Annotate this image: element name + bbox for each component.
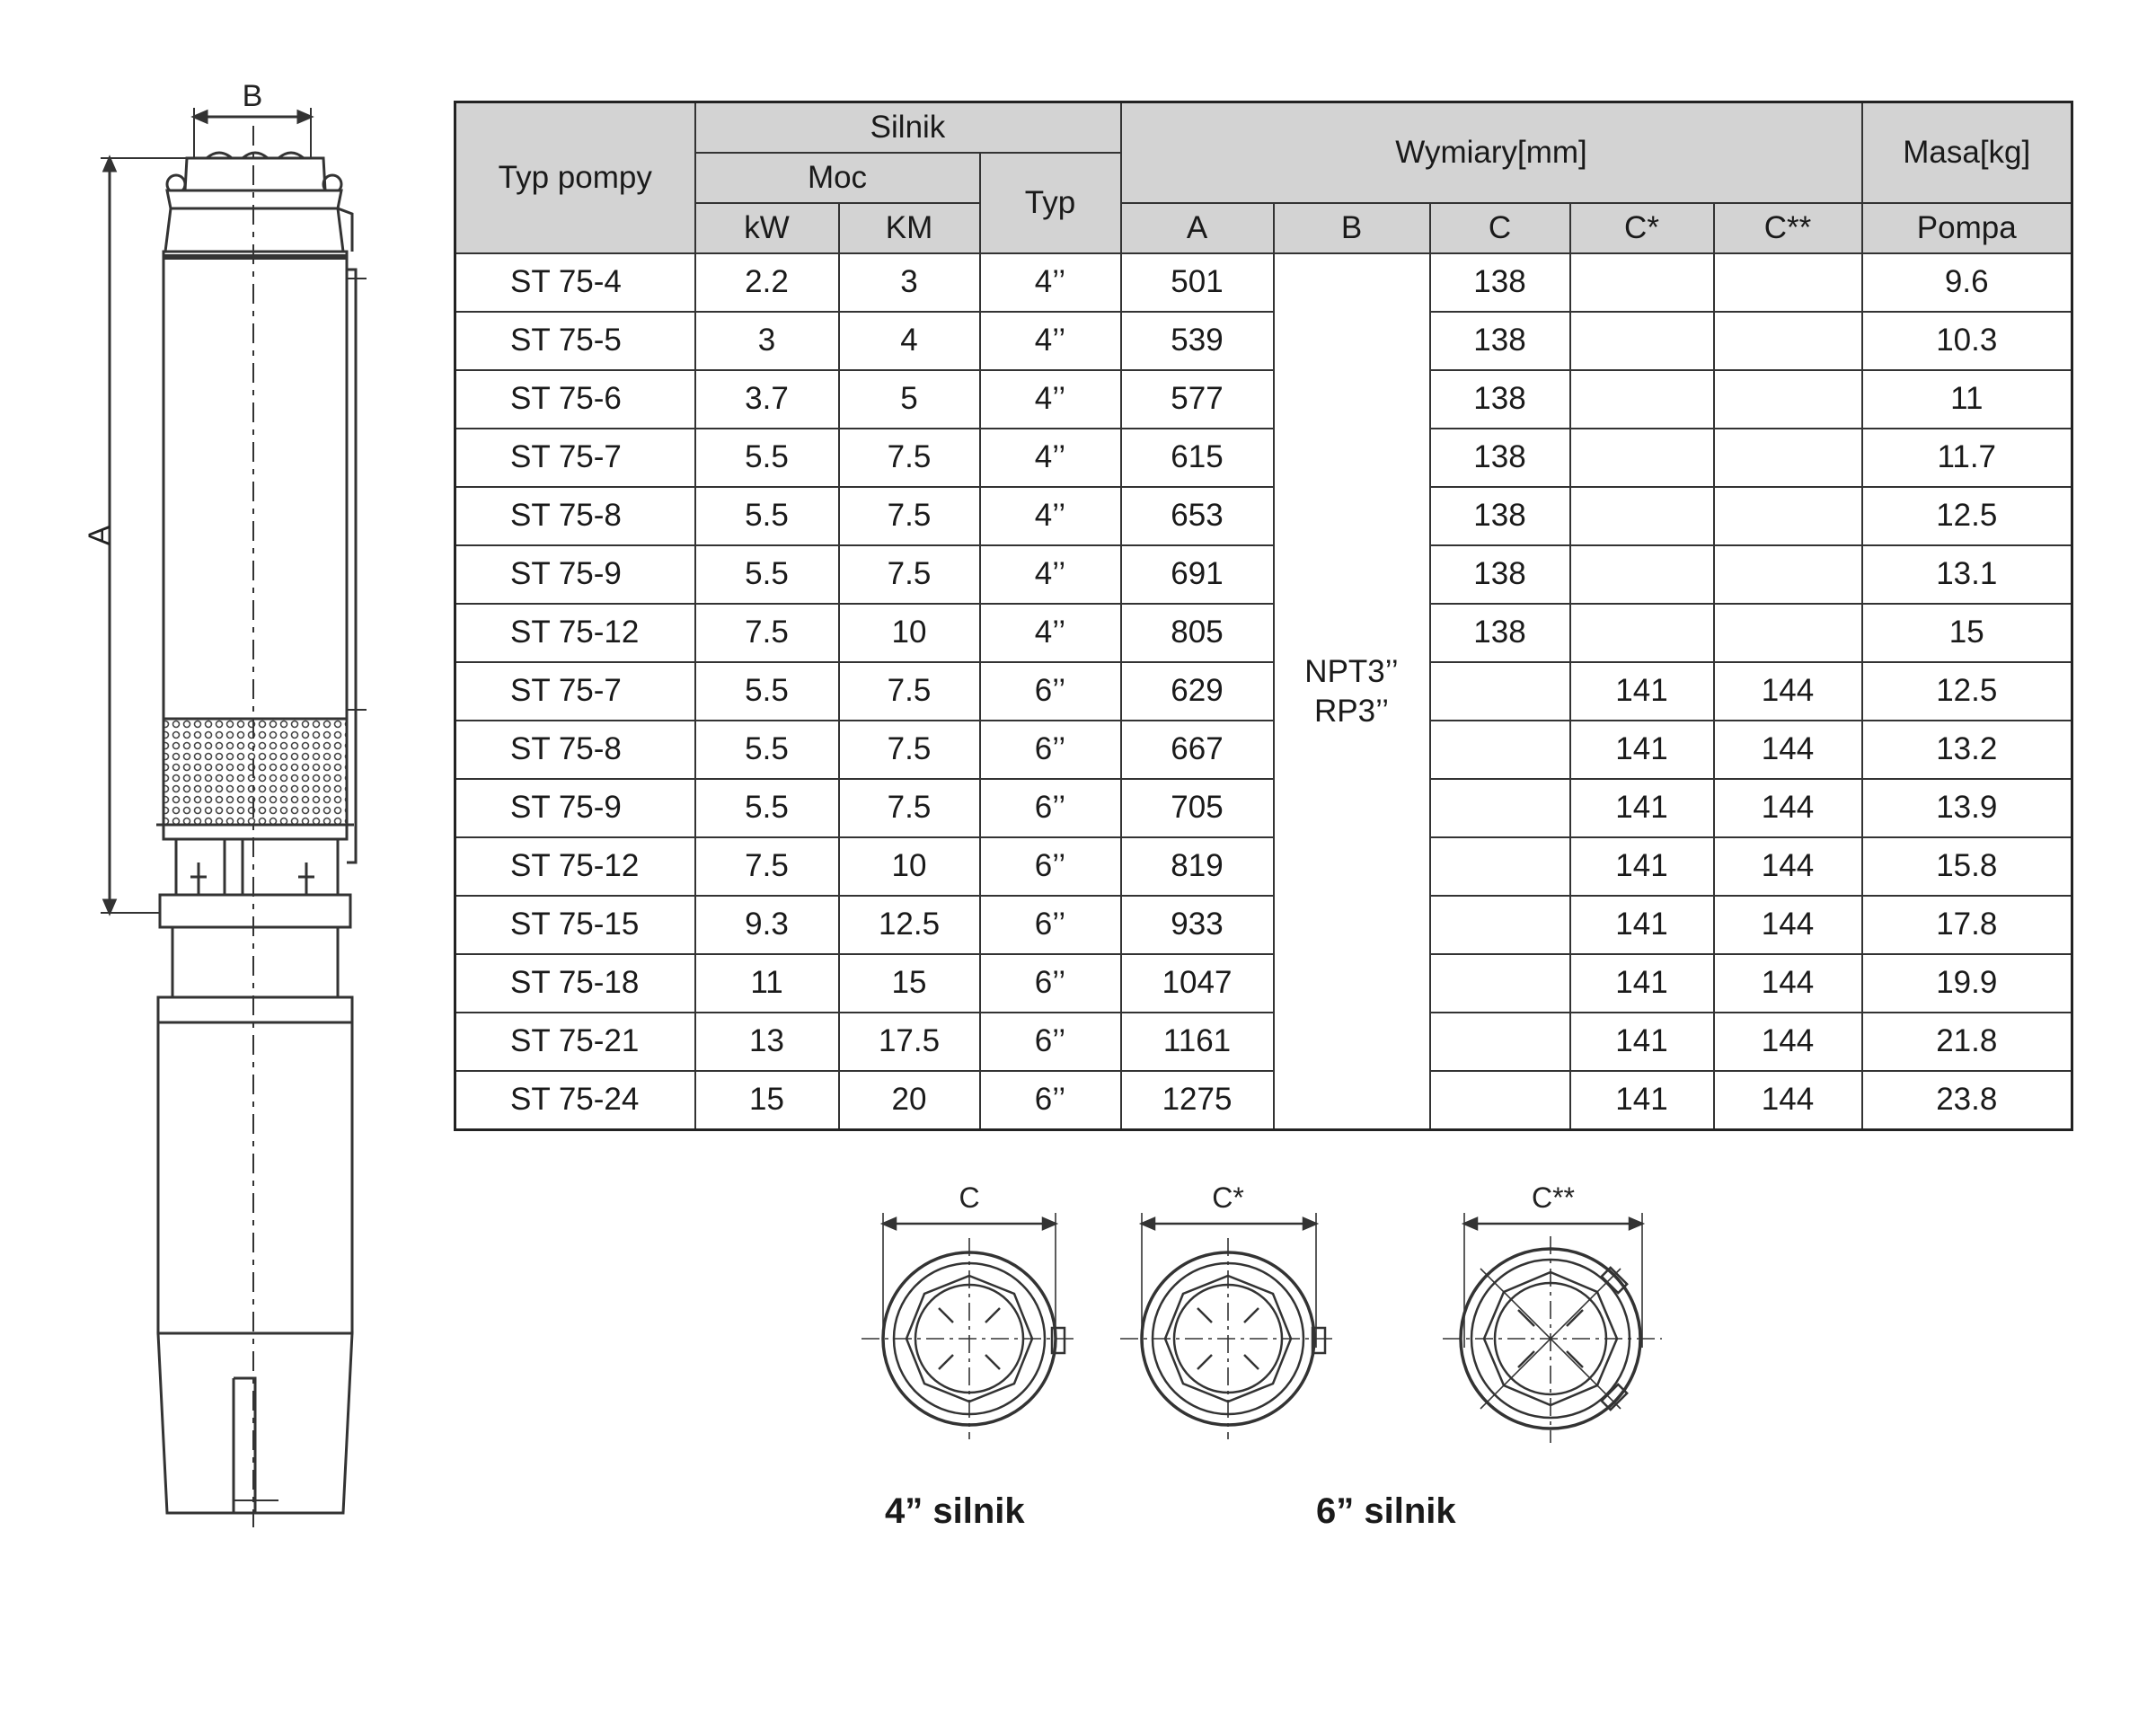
cell-power-kw: 3.7 (695, 370, 839, 429)
cell-pump-type: ST 75-18 (455, 954, 695, 1013)
header-mass: Masa[kg] (1862, 102, 2072, 204)
view-label-c-double-star: C** (1531, 1181, 1576, 1214)
cell-dim-c-double-star: 144 (1714, 1071, 1862, 1130)
cell-dim-c-double-star: 144 (1714, 779, 1862, 837)
cell-dim-c-star (1570, 604, 1714, 662)
cell-pump-type: ST 75-6 (455, 370, 695, 429)
cell-dim-a: 1275 (1121, 1071, 1274, 1130)
cell-dim-c-double-star: 144 (1714, 662, 1862, 721)
header-dimensions: Wymiary[mm] (1121, 102, 1862, 204)
pump-specification-table (454, 101, 2073, 1131)
cell-dim-a: 705 (1121, 779, 1274, 837)
cell-dim-c-star (1570, 253, 1714, 312)
cell-dim-a: 933 (1121, 896, 1274, 954)
cell-motor-type: 4’’ (980, 312, 1121, 370)
cell-power-kw: 5.5 (695, 429, 839, 487)
cell-pump-mass: 21.8 (1862, 1013, 2072, 1071)
cell-motor-type: 4’’ (980, 604, 1121, 662)
cell-pump-type: ST 75-8 (455, 487, 695, 545)
cell-dim-a: 539 (1121, 312, 1274, 370)
header-power: Moc (695, 153, 980, 203)
cell-dim-c (1430, 662, 1570, 721)
cell-pump-mass: 15.8 (1862, 837, 2072, 896)
cell-dim-c (1430, 779, 1570, 837)
cell-dim-a: 577 (1121, 370, 1274, 429)
cell-dim-a: 819 (1121, 837, 1274, 896)
cell-motor-type: 4’’ (980, 487, 1121, 545)
cell-pump-mass: 11 (1862, 370, 2072, 429)
table-body (455, 253, 2072, 1130)
cell-power-kw: 5.5 (695, 721, 839, 779)
thread-label: NPT3’’ (1304, 653, 1399, 689)
cell-dim-c-star: 141 (1570, 662, 1714, 721)
cell-dim-c-star (1570, 545, 1714, 604)
cell-dim-c-double-star (1714, 545, 1862, 604)
cell-dim-c-star: 141 (1570, 896, 1714, 954)
caption-4-inch-motor: 4” silnik (885, 1491, 1025, 1531)
cell-pump-mass: 9.6 (1862, 253, 2072, 312)
cell-power-kw: 9.3 (695, 896, 839, 954)
cell-dim-c-star: 141 (1570, 779, 1714, 837)
table-row (455, 896, 2072, 954)
cell-power-km: 15 (839, 954, 980, 1013)
cell-pump-mass: 12.5 (1862, 662, 2072, 721)
cell-motor-type: 4’’ (980, 429, 1121, 487)
cell-dim-b-thread (1274, 253, 1430, 1130)
cell-dim-c-star: 141 (1570, 1071, 1714, 1130)
table-row (455, 1071, 2072, 1130)
cell-dim-c (1430, 721, 1570, 779)
motor-cross-section-views (840, 1168, 1675, 1464)
pump-side-drawing (63, 72, 395, 1545)
cell-power-km: 20 (839, 1071, 980, 1130)
table-row (455, 662, 2072, 721)
cell-power-kw: 5.5 (695, 487, 839, 545)
cell-pump-mass: 12.5 (1862, 487, 2072, 545)
cell-dim-c-star (1570, 370, 1714, 429)
cell-motor-type: 6’’ (980, 1071, 1121, 1130)
cell-dim-c: 138 (1430, 253, 1570, 312)
cell-dim-c-double-star: 144 (1714, 721, 1862, 779)
table-row (455, 312, 2072, 370)
thread-label: RP3’’ (1313, 693, 1389, 729)
table-row (455, 1013, 2072, 1071)
table-row (455, 954, 2072, 1013)
cell-dim-c: 138 (1430, 604, 1570, 662)
cell-power-km: 7.5 (839, 779, 980, 837)
cell-power-kw: 5.5 (695, 545, 839, 604)
cell-power-km: 10 (839, 604, 980, 662)
header-km: KM (839, 203, 980, 253)
cell-dim-a: 691 (1121, 545, 1274, 604)
cell-pump-mass: 19.9 (1862, 954, 2072, 1013)
table-row (455, 779, 2072, 837)
table-row (455, 253, 2072, 312)
table-row (455, 721, 2072, 779)
cell-power-km: 5 (839, 370, 980, 429)
cell-dim-c: 138 (1430, 429, 1570, 487)
header-motor: Silnik (695, 102, 1121, 154)
cell-pump-type: ST 75-7 (455, 429, 695, 487)
cell-dim-c (1430, 1071, 1570, 1130)
dimension-label-b: B (242, 79, 263, 113)
cell-dim-c (1430, 837, 1570, 896)
header-kw: kW (695, 203, 839, 253)
dimension-label-a: A (83, 525, 117, 546)
cell-pump-mass: 23.8 (1862, 1071, 2072, 1130)
cell-dim-c (1430, 896, 1570, 954)
cell-pump-mass: 17.8 (1862, 896, 2072, 954)
header-pump-type: Typ pompy (455, 102, 695, 254)
header-dim-c: C (1430, 203, 1570, 253)
cell-dim-a: 501 (1121, 253, 1274, 312)
header-dim-a: A (1121, 203, 1274, 253)
cell-power-kw: 5.5 (695, 662, 839, 721)
cell-pump-type: ST 75-12 (455, 837, 695, 896)
header-dim-c-star: C* (1570, 203, 1714, 253)
cell-dim-c-double-star: 144 (1714, 1013, 1862, 1071)
caption-6-inch-motor: 6” silnik (1316, 1491, 1456, 1531)
table-row (455, 487, 2072, 545)
table-row (455, 429, 2072, 487)
cell-power-kw: 3 (695, 312, 839, 370)
view-label-c-star: C* (1212, 1181, 1244, 1214)
cell-dim-c-double-star (1714, 312, 1862, 370)
cell-motor-type: 6’’ (980, 954, 1121, 1013)
cell-pump-type: ST 75-4 (455, 253, 695, 312)
cell-pump-mass: 15 (1862, 604, 2072, 662)
cell-pump-type: ST 75-24 (455, 1071, 695, 1130)
cell-dim-c: 138 (1430, 312, 1570, 370)
cell-power-kw: 15 (695, 1071, 839, 1130)
cell-pump-type: ST 75-12 (455, 604, 695, 662)
cell-pump-mass: 10.3 (1862, 312, 2072, 370)
cell-dim-c-double-star: 144 (1714, 837, 1862, 896)
table-row (455, 545, 2072, 604)
cell-dim-c-double-star (1714, 487, 1862, 545)
cell-power-kw: 7.5 (695, 604, 839, 662)
cell-dim-c: 138 (1430, 487, 1570, 545)
cell-dim-a: 667 (1121, 721, 1274, 779)
cell-power-km: 3 (839, 253, 980, 312)
cell-motor-type: 6’’ (980, 662, 1121, 721)
cell-power-km: 7.5 (839, 487, 980, 545)
cell-dim-a: 615 (1121, 429, 1274, 487)
cell-motor-type: 6’’ (980, 721, 1121, 779)
header-dim-b: B (1274, 203, 1430, 253)
cell-dim-c-star: 141 (1570, 1013, 1714, 1071)
cell-dim-c: 138 (1430, 370, 1570, 429)
cell-dim-c-star: 141 (1570, 954, 1714, 1013)
cell-pump-type: ST 75-5 (455, 312, 695, 370)
cell-pump-type: ST 75-21 (455, 1013, 695, 1071)
cell-dim-c-double-star (1714, 253, 1862, 312)
cell-motor-type: 4’’ (980, 370, 1121, 429)
cell-dim-a: 653 (1121, 487, 1274, 545)
cell-dim-a: 1161 (1121, 1013, 1274, 1071)
header-dim-c-double-star: C** (1714, 203, 1862, 253)
view-label-c: C (959, 1181, 980, 1214)
table-row (455, 370, 2072, 429)
cell-dim-a: 629 (1121, 662, 1274, 721)
cell-pump-mass: 13.9 (1862, 779, 2072, 837)
cell-pump-type: ST 75-15 (455, 896, 695, 954)
cell-power-kw: 5.5 (695, 779, 839, 837)
cell-power-km: 7.5 (839, 662, 980, 721)
cell-power-km: 12.5 (839, 896, 980, 954)
cell-dim-c-double-star (1714, 370, 1862, 429)
table-row (455, 837, 2072, 896)
cell-motor-type: 6’’ (980, 779, 1121, 837)
cell-power-km: 10 (839, 837, 980, 896)
cell-dim-c-star: 141 (1570, 721, 1714, 779)
cell-pump-type: ST 75-8 (455, 721, 695, 779)
cell-dim-c (1430, 954, 1570, 1013)
cell-power-kw: 11 (695, 954, 839, 1013)
cell-pump-mass: 13.2 (1862, 721, 2072, 779)
cell-motor-type: 4’’ (980, 253, 1121, 312)
cell-dim-c-double-star: 144 (1714, 954, 1862, 1013)
header-motor-type: Typ (980, 153, 1121, 253)
cell-motor-type: 6’’ (980, 837, 1121, 896)
cell-power-km: 7.5 (839, 545, 980, 604)
cell-dim-c-star: 141 (1570, 837, 1714, 896)
cell-dim-c: 138 (1430, 545, 1570, 604)
cell-dim-c-star (1570, 312, 1714, 370)
cell-pump-type: ST 75-7 (455, 662, 695, 721)
cell-power-kw: 2.2 (695, 253, 839, 312)
cell-dim-a: 805 (1121, 604, 1274, 662)
table-row (455, 604, 2072, 662)
cell-dim-c-double-star: 144 (1714, 896, 1862, 954)
cell-motor-type: 6’’ (980, 896, 1121, 954)
header-pump-mass: Pompa (1862, 203, 2072, 253)
cell-power-km: 4 (839, 312, 980, 370)
cell-power-kw: 7.5 (695, 837, 839, 896)
cell-pump-mass: 13.1 (1862, 545, 2072, 604)
cell-power-km: 17.5 (839, 1013, 980, 1071)
cell-pump-mass: 11.7 (1862, 429, 2072, 487)
cell-dim-c-star (1570, 487, 1714, 545)
cell-motor-type: 4’’ (980, 545, 1121, 604)
cell-dim-c-double-star (1714, 429, 1862, 487)
cell-motor-type: 6’’ (980, 1013, 1121, 1071)
cell-dim-c-star (1570, 429, 1714, 487)
cell-pump-type: ST 75-9 (455, 545, 695, 604)
cell-dim-c (1430, 1013, 1570, 1071)
cell-pump-type: ST 75-9 (455, 779, 695, 837)
cell-power-kw: 13 (695, 1013, 839, 1071)
cell-power-km: 7.5 (839, 429, 980, 487)
cell-power-km: 7.5 (839, 721, 980, 779)
cell-dim-a: 1047 (1121, 954, 1274, 1013)
cell-dim-c-double-star (1714, 604, 1862, 662)
